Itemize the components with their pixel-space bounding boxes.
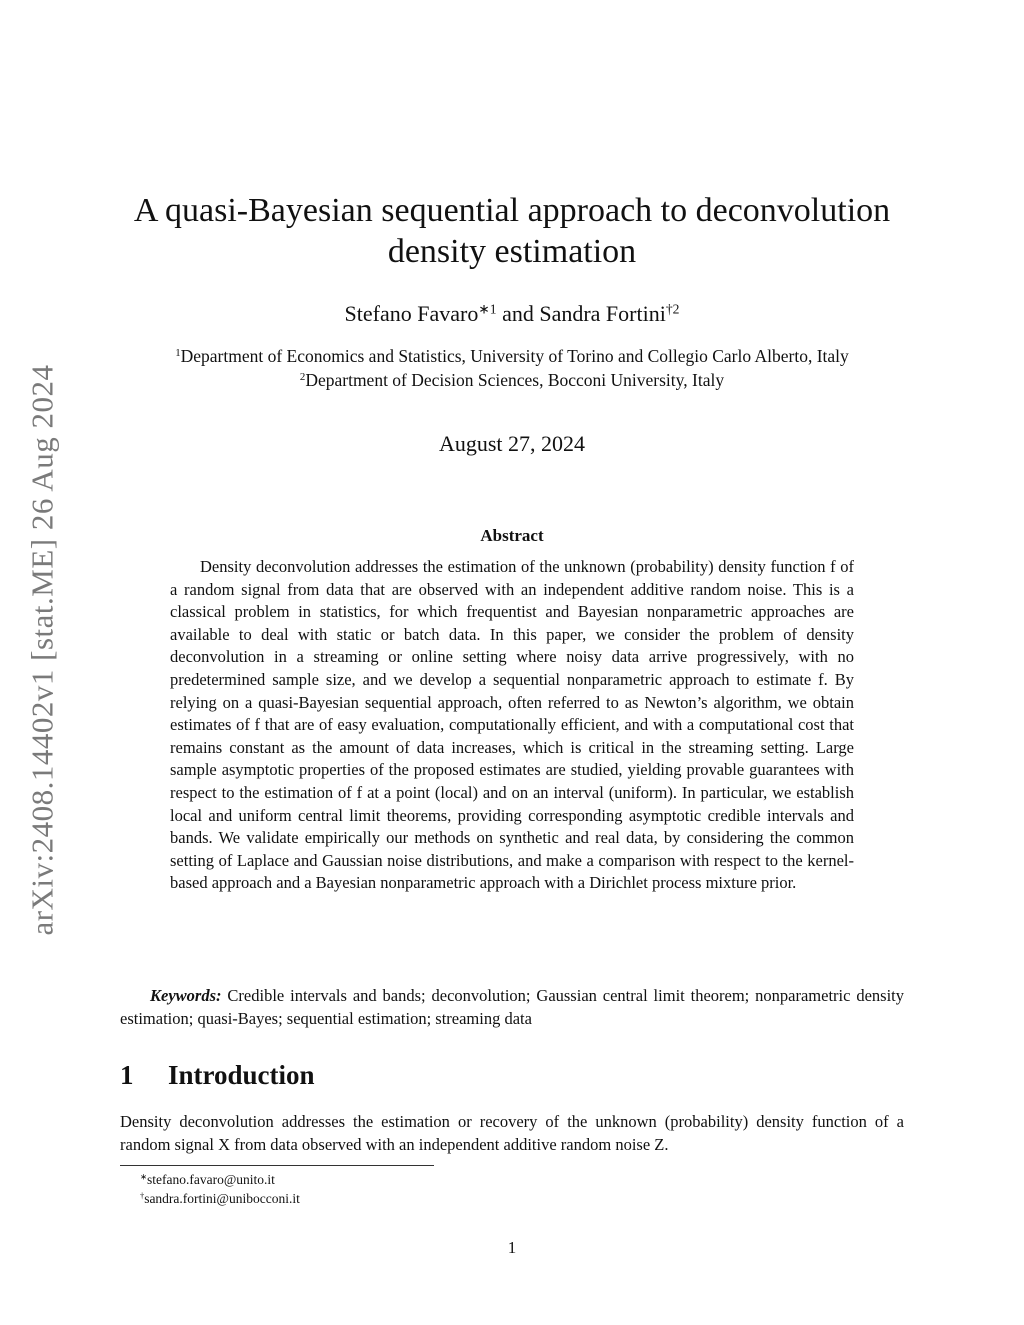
author-line	[120, 301, 904, 327]
author-separator: and	[496, 301, 540, 326]
affiliation-2	[110, 370, 914, 391]
paper-date: August 27, 2024	[438, 431, 586, 456]
footnote-rule	[120, 1165, 434, 1166]
affiliation-text: Department of Decision Sciences, Bocconi University, Italy	[305, 370, 725, 390]
footnote-email: sandra.fortini@unibocconi.it	[144, 1191, 300, 1206]
footnote-email: stefano.favaro@unito.it	[147, 1172, 275, 1187]
author-mark: †2	[665, 301, 680, 317]
author-name: Sandra Fortini	[539, 301, 666, 326]
keywords-label: Keywords:	[150, 986, 222, 1005]
arxiv-id: arXiv:2408.14402v1 [stat.ME] 26 Aug 2024	[25, 364, 61, 936]
section-title: Introduction	[168, 1060, 315, 1090]
paper-title: A quasi-Bayesian sequential approach to deconvolution density estimation	[133, 192, 891, 270]
page-number: 1	[507, 1238, 517, 1257]
author-mark: ∗1	[478, 301, 497, 317]
intro-paragraph: Density deconvolution addresses the estimation or recovery of the unknown (probability) density function of a random signal X from data observed with an independent additive random noise Z.	[120, 1112, 904, 1154]
footnote-mark: ∗	[140, 1172, 148, 1182]
affiliation-text: Department of Economics and Statistics, University of Torino and Collegio Carlo Alberto, Italy	[180, 346, 849, 366]
author-name: Stefano Favaro	[344, 301, 479, 326]
affiliation-mark: 1	[175, 347, 181, 360]
keywords	[120, 984, 904, 1030]
abstract-body: Density deconvolution addresses the estimation of the unknown (probability) density function f of a random signal from data that are observed with an independent additive random noise. This is a classical problem in statistics, for which frequentist and Bayesian nonparametric approaches are available to deal with static or batch data. In this paper, we consider the problem of density deconvolution in a streaming or online setting where noisy data arrive progressively, with no predetermined sample size, and we develop a sequential nonparametric approach to estimate f. By relying on a quasi-Bayesian sequential approach, often referred to as Newton’s algorithm, we obtain estimates of f that are of easy evaluation, computationally efficient, and with a computational cost that remains constant as the amount of data increases, which is critical in the streaming setting. Large sample asymptotic properties of the proposed estimates are studied, yielding provable guarantees with respect to the estimation of f at a point (local) and on an interval (uniform). In particular, we establish local and uniform central limit theorems, providing corresponding asymptotic credible intervals and bands. We validate empirically our methods on synthetic and real data, by considering the common setting of Laplace and Gaussian noise distributions, and make a comparison with respect to the kernel-based approach and a Bayesian nonparametric approach with a Dirichlet process mixture prior.	[170, 557, 854, 893]
arxiv-stamp	[18, 340, 68, 960]
keywords-text: Credible intervals and bands; deconvolution; Gaussian central limit theorem; nonparametric density estimation; quasi-Bayes; sequential estimation; streaming data	[120, 986, 905, 1028]
footnote-1	[140, 1172, 275, 1188]
affiliation-1	[110, 346, 914, 367]
section-number: 1	[120, 1060, 134, 1090]
affiliation-mark: 2	[299, 371, 306, 384]
abstract-heading: Abstract	[480, 526, 544, 545]
footnote-2	[140, 1191, 300, 1207]
section-heading	[120, 1060, 315, 1091]
footnote-mark: †	[140, 1191, 145, 1201]
